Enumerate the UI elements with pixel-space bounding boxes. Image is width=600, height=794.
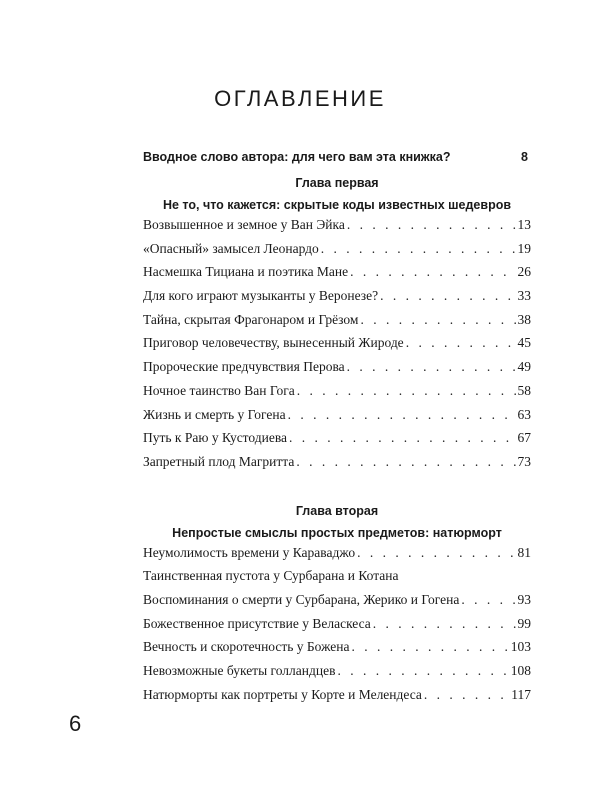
page-title: ОГЛАВЛЕНИЕ — [214, 86, 386, 111]
toc-entry-page: 117 — [511, 686, 531, 702]
toc-entry-page: 93 — [517, 591, 531, 607]
toc-entry-title: Жизнь и смерть у Гогена — [143, 406, 286, 422]
toc-entry[interactable] — [143, 454, 531, 478]
toc-entry-page: 58 — [517, 382, 531, 398]
toc-entry-page: 13 — [517, 217, 531, 232]
toc-entry-title: Приговор человечеству, вынесенный Жироде — [143, 335, 404, 351]
toc-entry-page: 63 — [517, 406, 531, 422]
page-number: 6 — [69, 711, 82, 736]
toc-leader-dots — [350, 264, 515, 280]
toc-entry-page: 33 — [517, 288, 531, 304]
chapter-spacer — [143, 478, 531, 500]
toc-entry-title: Воспоминания о смерти у Сурбарана, Жерико и Гогена — [143, 591, 460, 607]
toc-entry-title: Тайна, скрытая Фрагонаром и Грёзом — [143, 311, 359, 327]
toc-entry[interactable] — [143, 312, 531, 336]
toc-entry-page: 38 — [517, 311, 531, 327]
toc-leader-dots — [357, 545, 515, 561]
toc-entry-title: Невозможные букеты голландцев — [143, 663, 336, 678]
toc-entry[interactable] — [143, 217, 531, 241]
toc-entry-page: 81 — [517, 544, 531, 560]
toc-entry[interactable] — [143, 639, 531, 663]
toc-entry-page: 26 — [517, 264, 531, 280]
toc-intro-page: 8 — [521, 150, 528, 164]
toc-leader-dots — [347, 217, 516, 233]
toc-entry-page: 67 — [517, 430, 531, 446]
toc-entry[interactable] — [143, 592, 531, 616]
toc-intro-entry[interactable] — [143, 150, 531, 172]
toc-leader-dots — [288, 407, 516, 423]
toc-leader-dots — [373, 616, 516, 632]
toc-leader-dots — [461, 592, 515, 608]
toc-entry-title: Натюрморты как портреты у Корте и Мелендеса — [143, 686, 422, 702]
toc-entry-title: Путь к Раю у Кустодиева — [143, 430, 288, 446]
toc-intro-title: Вводное слово автора: для чего вам эта книжка? — [143, 150, 451, 164]
toc-entry-page: 108 — [510, 663, 531, 678]
toc-entry[interactable] — [143, 335, 531, 359]
toc-entry-title: Для кого играют музыканты у Веронезе? — [143, 288, 379, 304]
toc-entry[interactable] — [143, 383, 531, 407]
toc-entry[interactable] — [143, 359, 531, 383]
table-of-contents — [143, 150, 531, 710]
toc-entry-page: 45 — [517, 335, 531, 351]
toc-entry[interactable] — [143, 568, 531, 592]
toc-entry-page: 19 — [517, 240, 531, 256]
toc-entry-title: Насмешка Тициана и поэтика Мане — [143, 264, 349, 280]
toc-entry[interactable] — [143, 545, 531, 569]
chapter-label: Глава первая — [295, 176, 379, 190]
toc-entry-title: «Опасный» замысел Леонардо — [143, 240, 319, 256]
toc-leader-dots — [337, 663, 508, 679]
toc-leader-dots — [297, 383, 516, 399]
toc-leader-dots — [360, 312, 515, 328]
toc-leader-dots — [289, 430, 515, 446]
toc-entry-title: Вечность и скоротечность у Божена — [143, 639, 350, 655]
toc-entry-page: 73 — [517, 453, 531, 469]
toc-entry-title: Пророческие предчувствия Перова — [143, 359, 345, 375]
chapter-subtitle: Не то, что кажется: скрытые коды известных шедевров — [162, 198, 512, 212]
chapters-container — [143, 172, 531, 710]
toc-leader-dots — [321, 241, 516, 257]
toc-leader-dots — [406, 335, 516, 351]
toc-entry-title: Возвышенное и земное у Ван Эйка — [143, 217, 345, 232]
chapter-label: Глава вторая — [295, 503, 379, 518]
toc-leader-dots — [347, 359, 516, 375]
toc-leader-dots — [380, 288, 515, 304]
chapter-subtitle: Непростые смыслы простых предметов: натюрморт — [172, 525, 502, 540]
toc-entry-title: Неумолимость времени у Караваджо — [143, 544, 356, 560]
toc-entry[interactable] — [143, 616, 531, 640]
toc-leader-dots — [296, 454, 515, 470]
toc-entry[interactable] — [143, 663, 531, 687]
toc-entry[interactable] — [143, 430, 531, 454]
toc-entry-title: Божественное присутствие у Веласкеса — [143, 615, 371, 631]
toc-entry-title: Ночное таинство Ван Гога — [143, 382, 295, 398]
toc-entry-page: 49 — [517, 359, 531, 375]
toc-leader-dots — [424, 687, 509, 703]
toc-entry-page: 99 — [517, 615, 531, 631]
toc-entry[interactable] — [143, 687, 531, 711]
toc-entry[interactable] — [143, 241, 531, 265]
toc-entry[interactable] — [143, 407, 531, 431]
toc-entry-title: Запретный плод Магритта — [143, 453, 295, 469]
toc-leader-dots — [351, 639, 508, 655]
toc-entry[interactable] — [143, 288, 531, 312]
toc-entry[interactable] — [143, 264, 531, 288]
toc-entry-title: Таинственная пустота у Сурбарана и Котана — [143, 568, 399, 584]
toc-entry-page: 103 — [510, 639, 531, 655]
